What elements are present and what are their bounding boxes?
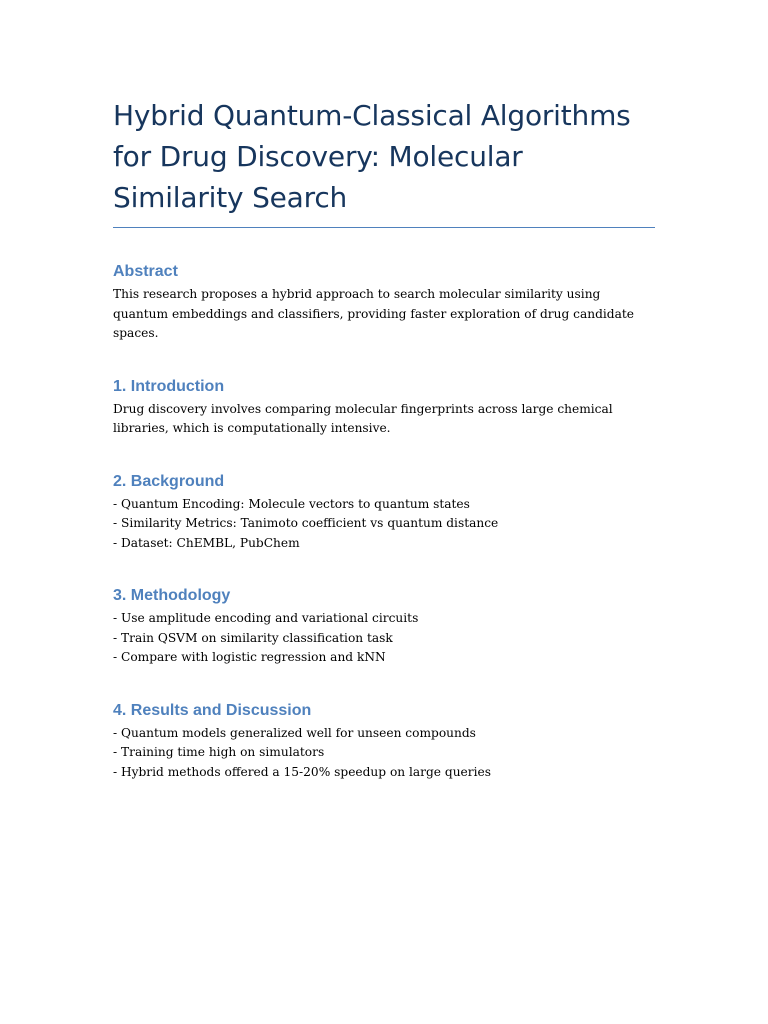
methodology-section [113,585,655,668]
background-heading: 2. Background [113,472,225,490]
introduction-heading: 1. Introduction [113,377,225,395]
abstract-text: This research proposes a hybrid approach to search molecular similarity using quantum embeddings and classifiers, providing faster exploration of drug candidate spaces. [113,287,634,340]
methodology-heading: 3. Methodology [113,587,231,604]
list-item: - Similarity Metrics: Tanimoto coefficient vs quantum distance [113,516,499,530]
abstract-section [113,261,655,344]
introduction-section [113,376,655,439]
document-title: Hybrid Quantum-Classical Algorithms for Drug Discovery: Molecular Similarity Search [113,99,631,214]
background-list [113,495,655,554]
background-section [113,471,655,554]
list-item: - Training time high on simulators [113,745,325,759]
list-item: - Compare with logistic regression and kNN [113,650,386,664]
list-item: - Train QSVM on similarity classification task [113,630,393,645]
document-page [113,95,655,782]
list-item: - Use amplitude encoding and variational circuits [113,611,419,625]
results-heading: 4. Results and Discussion [113,701,312,719]
list-item: - Hybrid methods offered a 15-20% speedup on large queries [113,764,491,779]
results-section [113,700,655,783]
introduction-text: Drug discovery involves comparing molecular fingerprints across large chemical libraries, which is computationally intensive. [113,401,613,435]
list-item: - Quantum models generalized well for unseen compounds [113,725,476,740]
methodology-list [113,609,655,668]
list-item: - Dataset: ChEMBL, PubChem [113,535,300,550]
results-list [113,724,655,783]
title-divider [113,227,655,228]
abstract-heading: Abstract [113,263,178,280]
list-item: - Quantum Encoding: Molecule vectors to quantum states [113,496,470,511]
